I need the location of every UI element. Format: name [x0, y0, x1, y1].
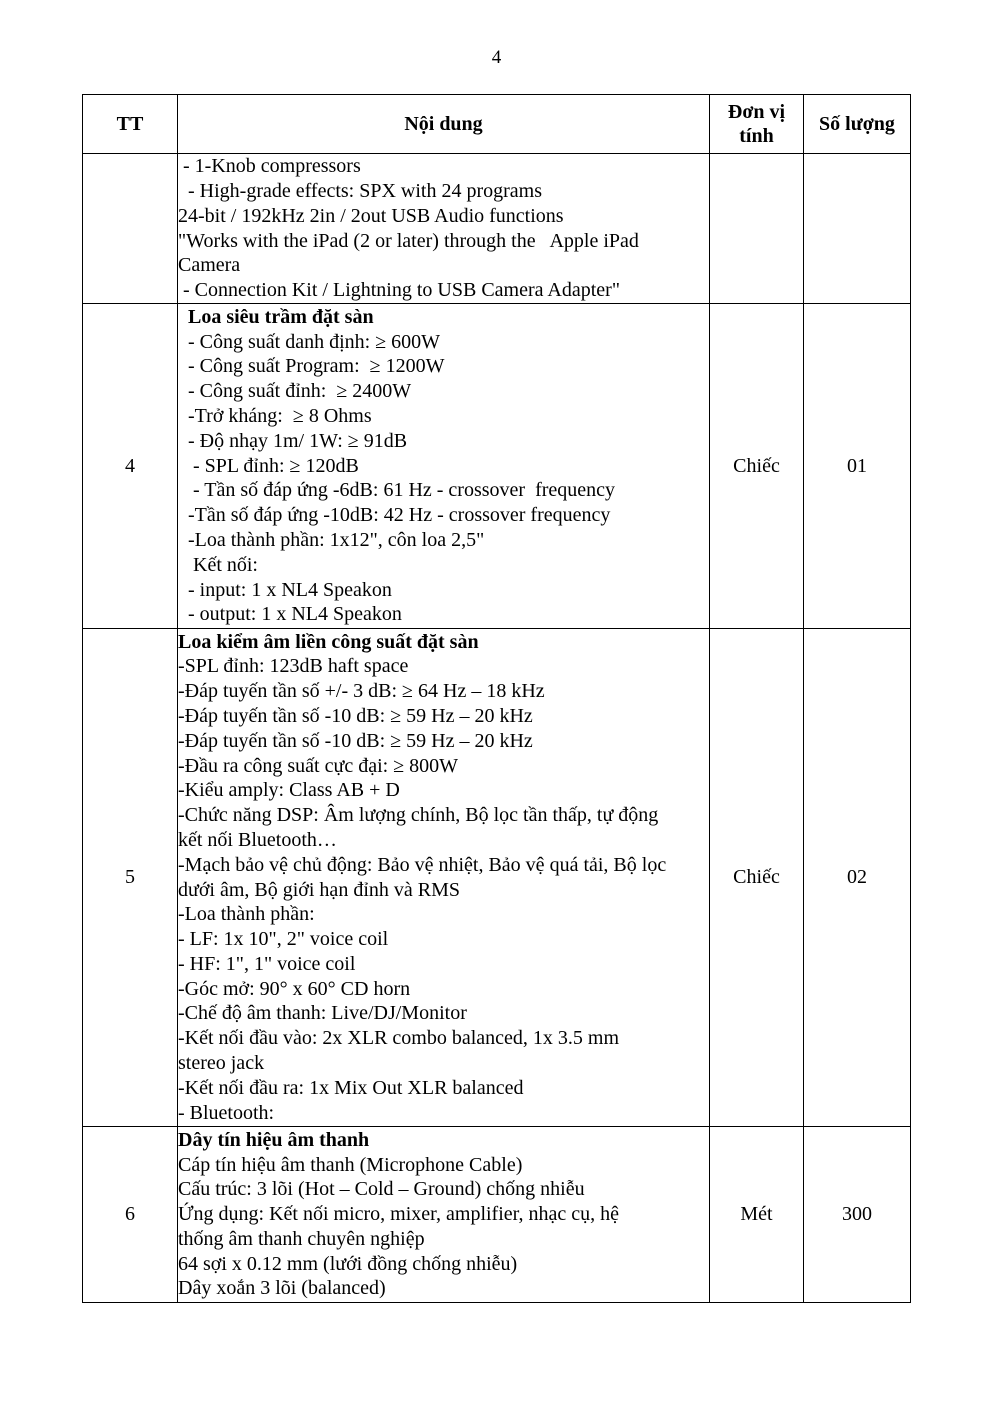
content-line: - output: 1 x NL4 Speakon	[183, 603, 402, 626]
content-line: -Trở kháng: ≥ 8 Ohms	[183, 405, 372, 427]
content-line: - HF: 1", 1" voice coil	[178, 952, 356, 975]
content-line: stereo jack	[178, 1052, 265, 1075]
content-line: - High-grade effects: SPX with 24 programs	[183, 179, 543, 202]
content-line: -Loa thành phần:	[178, 903, 315, 926]
content-line: - Connection Kit / Lightning to USB Camera Adapter"	[178, 279, 620, 302]
table-row	[83, 1127, 911, 1303]
content-title: Loa kiểm âm liền công suất đặt sàn	[178, 630, 479, 653]
row-number: 4	[83, 304, 178, 629]
header-don-vi	[710, 95, 804, 154]
row-number: 6	[83, 1127, 178, 1303]
content-line: -Đáp tuyến tần số -10 dB: ≥ 59 Hz – 20 kHz	[178, 729, 533, 752]
content-line: - Độ nhạy 1m/ 1W: ≥ 91dB	[183, 429, 408, 452]
content-line: -Đầu ra công suất cực đại: ≥ 800W	[178, 754, 459, 777]
table-row	[83, 629, 911, 1127]
content-line: -Kết nối đầu vào: 2x XLR combo balanced, 1x 3.5 mm	[178, 1027, 620, 1050]
content-line: -Góc mở: 90° x 60° CD horn	[178, 977, 411, 1000]
content-line: - Công suất danh định: ≥ 600W	[183, 330, 441, 353]
table-row	[83, 154, 911, 304]
specification-table	[82, 94, 911, 1303]
table-row	[83, 304, 911, 629]
content-line: thống âm thanh chuyên nghiệp	[178, 1227, 425, 1250]
row-content	[178, 304, 710, 629]
row-number: 5	[83, 629, 178, 1127]
row-quantity	[804, 154, 911, 304]
content-line: Camera	[178, 254, 241, 277]
content-line: - LF: 1x 10", 2" voice coil	[178, 928, 389, 951]
content-line: Cáp tín hiệu âm thanh (Microphone Cable)	[178, 1153, 523, 1176]
row-number	[83, 154, 178, 304]
content-line: - Bluetooth:	[178, 1101, 275, 1124]
content-line: -Kiểu amply: Class AB + D	[178, 779, 400, 802]
page-number: 4	[491, 47, 502, 68]
row-quantity: 300	[804, 1127, 911, 1303]
content-line: - input: 1 x NL4 Speakon	[183, 578, 392, 601]
row-content	[178, 1127, 710, 1303]
content-line: -Đáp tuyến tần số +/- 3 dB: ≥ 64 Hz – 18 kHz	[178, 680, 545, 703]
row-quantity: 02	[804, 629, 911, 1127]
content-line: Ứng dụng: Kết nối micro, mixer, amplifier, nhạc cụ, hệ	[178, 1203, 620, 1226]
content-line: - SPL đỉnh: ≥ 120dB	[183, 454, 359, 477]
header-so-luong: Số lượng	[804, 95, 911, 154]
content-title: Dây tín hiệu âm thanh	[178, 1128, 370, 1151]
content-line: 24-bit / 192kHz 2in / 2out USB Audio functions	[178, 204, 564, 227]
header-tt: TT	[83, 95, 178, 154]
content-line: - Công suất đỉnh: ≥ 2400W	[183, 380, 412, 403]
row-content	[178, 629, 710, 1127]
content-title: Loa siêu trầm đặt sàn	[188, 305, 374, 328]
content-line: 64 sợi x 0.12 mm (lưới đồng chống nhiễu)	[178, 1252, 518, 1275]
content-line: Dây xoắn 3 lõi (balanced)	[178, 1277, 386, 1300]
content-line: Kết nối:	[183, 553, 258, 576]
content-line: - 1-Knob compressors	[183, 155, 361, 178]
content-line: -Đáp tuyến tần số -10 dB: ≥ 59 Hz – 20 kHz	[178, 704, 533, 727]
row-unit: Chiếc	[710, 629, 804, 1127]
content-line: "Works with the iPad (2 or later) through the Apple iPad	[178, 229, 639, 252]
row-content	[178, 154, 710, 304]
content-line: dưới âm, Bộ giới hạn đỉnh và RMS	[178, 878, 460, 901]
row-unit	[710, 154, 804, 304]
header-don-vi-text: Đơn vị tính	[727, 101, 786, 147]
content-line: -Chế độ âm thanh: Live/DJ/Monitor	[178, 1002, 467, 1025]
row-unit: Mét	[710, 1127, 804, 1303]
content-line: -Kết nối đầu ra: 1x Mix Out XLR balanced	[178, 1076, 524, 1099]
content-line: -Loa thành phần: 1x12", côn loa 2,5"	[183, 528, 485, 551]
content-line: - Công suất Program: ≥ 1200W	[183, 355, 445, 378]
row-unit: Chiếc	[710, 304, 804, 629]
content-line: -Tần số đáp ứng -10dB: 42 Hz - crossover frequency	[183, 504, 611, 527]
content-line: Cấu trúc: 3 lõi (Hot – Cold – Ground) chống nhiễu	[178, 1178, 585, 1201]
content-line: -Mạch bảo vệ chủ động: Bảo vệ nhiệt, Bảo vệ quá tải, Bộ lọc	[178, 853, 667, 876]
content-line: kết nối Bluetooth…	[178, 828, 337, 851]
table-header-row	[83, 95, 911, 154]
content-line: - Tần số đáp ứng -6dB: 61 Hz - crossover frequency	[183, 479, 616, 502]
header-noi-dung: Nội dung	[178, 95, 710, 154]
content-line: -Chức năng DSP: Âm lượng chính, Bộ lọc tần thấp, tự động	[178, 804, 659, 827]
content-line: -SPL đỉnh: 123dB haft space	[178, 655, 409, 678]
row-quantity: 01	[804, 304, 911, 629]
